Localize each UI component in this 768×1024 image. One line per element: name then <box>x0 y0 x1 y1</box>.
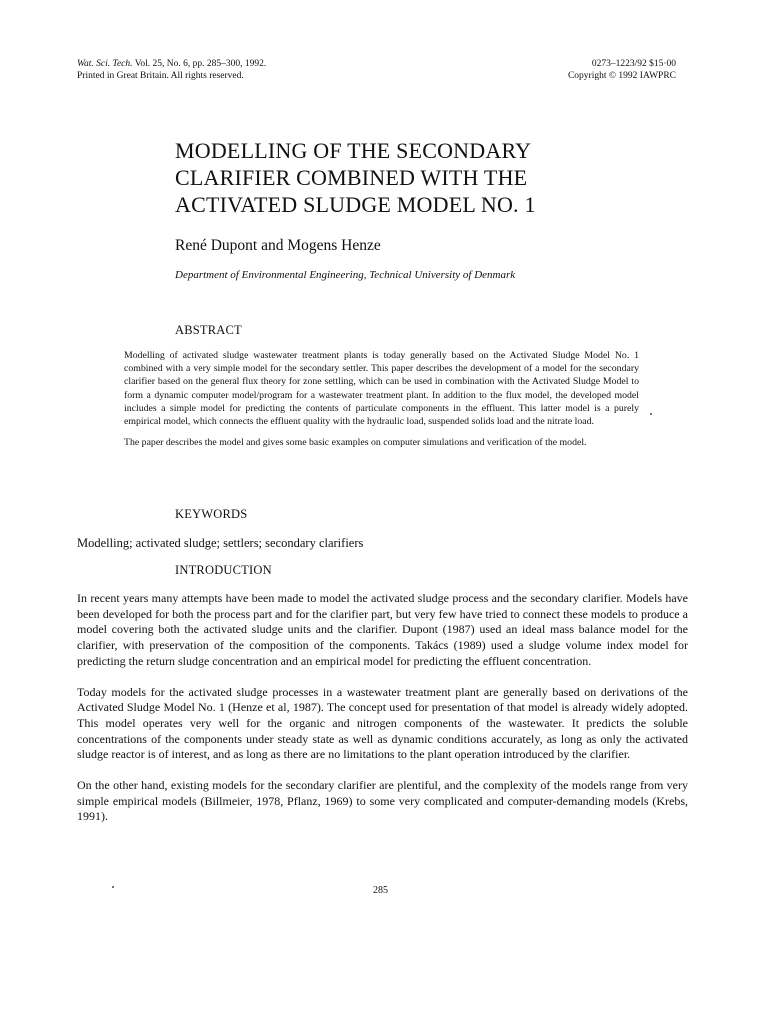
paper-title <box>175 137 695 218</box>
author-affiliation: Department of Environmental Engineering, Technical University of Denmark <box>175 269 516 281</box>
running-header-right <box>568 58 676 82</box>
price-code: 0273–1223/92 $15·00 <box>591 59 676 69</box>
journal-name: Wat. Sci. Tech. <box>77 59 133 69</box>
title-line: MODELLING OF THE SECONDARY <box>175 138 532 163</box>
journal-volume: Vol. 25, No. 6, pp. 285–300, 1992. <box>134 59 267 69</box>
introduction-text <box>77 591 688 840</box>
keywords-list: Modelling; activated sludge; settlers; secondary clarifiers <box>77 536 364 550</box>
printed-notice: Printed in Great Britain. All rights reserved. <box>77 71 244 81</box>
copyright-notice: Copyright © 1992 IAWPRC <box>567 71 676 81</box>
journal-citation-line <box>77 58 266 70</box>
introduction-paragraph: Today models for the activated sludge processes in a wastewater treatment plant are generally based on derivations of the Activated Sludge Model No. 1 (Henze et al, 1987). The concept used for presentation of that model is already widely adopted. This model operates very well for the organic and nitrogen components of the wastewater. It predicts the soluble concentrations of the components under steady state as well as dynamic conditions accurately, as long as only the activated sludge reactor is of interest, and as long as there are no limitations to the plant operation introduced by the clarifier. <box>77 684 688 762</box>
title-line: CLARIFIER COMBINED WITH THE <box>175 165 528 190</box>
running-header-left <box>77 58 266 82</box>
abstract-paragraph: The paper describes the model and gives some basic examples on computer simulations and verification of the model. <box>124 437 587 449</box>
abstract-paragraph: Modelling of activated sludge wastewater treatment plants is today generally based on the Activated Sludge Model No. 1 combined with a very simple model for the secondary settler. This paper describes the development of a model for the secondary clarifier based on the general flux theory for zone settling, which can be used in combination with the Activated Sludge Model to form a dynamic computer model/program for a wastewater treatment plant. In addition to the flux model, the developed model includes a simple model for predicting the contents of particulate components in the effluent. This latter model is a purely empirical model, which connects the effluent quality with the hydraulic load, suspended solids load and the nitrate load. <box>124 350 639 428</box>
abstract-heading: ABSTRACT <box>175 323 242 337</box>
keywords-heading: KEYWORDS <box>175 507 248 521</box>
introduction-heading: INTRODUCTION <box>175 563 272 577</box>
scan-speck <box>112 886 114 888</box>
paper-authors: René Dupont and Mogens Henze <box>175 237 381 254</box>
introduction-paragraph: On the other hand, existing models for the secondary clarifier are plentiful, and the complexity of the models range from very simple empirical models (Billmeier, 1978, Pflanz, 1969) to some very complicated and computer-demanding models (Krebs, 1991). <box>77 778 688 824</box>
introduction-paragraph: In recent years many attempts have been made to model the activated sludge process and the secondary clarifier. Models have been developed for both the process part and for the clarifier part, but very few have tried to connect these models to produce a model covering both the activated sludge units and the clarifier. Dupont (1987) used an ideal mass balance model for the clarifier, with preservation of the composition of the components. Takács (1989) used a sludge volume index model for predicting the return sludge concentration and an empirical model for predicting the effluent concentration. <box>77 591 688 668</box>
title-line: ACTIVATED SLUDGE MODEL NO. 1 <box>175 192 536 217</box>
abstract-text <box>124 349 639 457</box>
page-number: 285 <box>373 885 388 896</box>
scan-speck <box>650 413 652 415</box>
